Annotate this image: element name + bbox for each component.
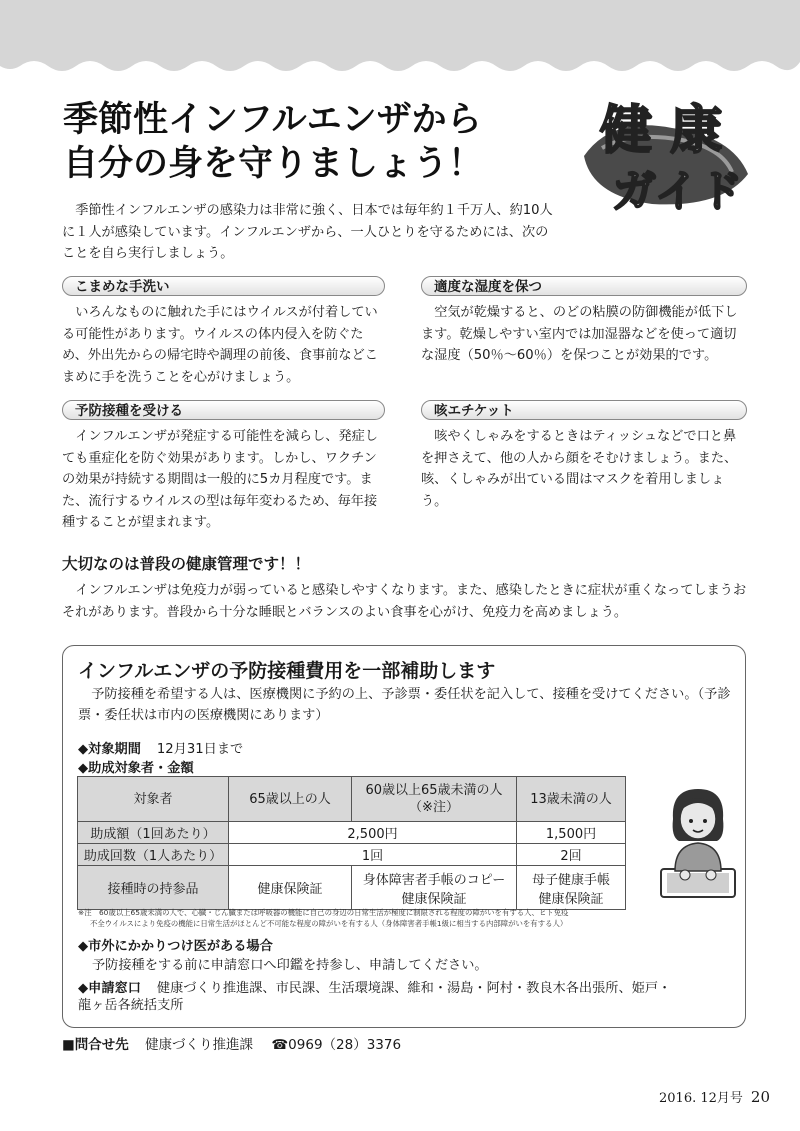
contact-dept: 健康づくり推進課 (145, 1037, 254, 1053)
text-cough-etiquette: 咳やくしゃみをするときはティッシュなどで口と鼻を押さえて、他の人から顔をそむけましょう。また、咳、くしゃみが出ている間はマスクを着用しましょう。 (421, 429, 738, 509)
heading-handwashing: こまめな手洗い (62, 276, 385, 296)
cell-items-65: 健康保険証 (229, 866, 352, 910)
contact-line (62, 1033, 401, 1053)
heading-humidity: 適度な湿度を保つ (421, 276, 747, 296)
title-line-2: 自分の身を守りましょう！ (63, 144, 484, 184)
logo-line-2: ガイド (612, 166, 743, 216)
period-value: 12月31日まで (156, 742, 244, 757)
outside-text: 予防接種をする前に申請窓口へ印鑑を持参し、申請してください。 (92, 958, 488, 973)
window-text-2: 龍ヶ岳各統括支所 (78, 998, 184, 1013)
window-text-1: 健康づくり推進課、市民課、生活環境課、維和・湯島・阿村・教良木各出張所、姫戸・ (156, 981, 672, 996)
subsidy-title: インフルエンザの予防接種費用を一部補助します (78, 660, 496, 682)
table-row (78, 822, 626, 844)
daily-care-text: インフルエンザは免疫力が弱っていると感染しやすくなります。また、感染したときに症状が重くなってしまうおそれがあります。普段から十分な睡眠とバランスのよい食事を心がけ、免疫力を高めましょう。 (62, 583, 747, 620)
text-vaccination: インフルエンザが発症する可能性を減らし、発症しても重症化を防ぐ効果があります。しかし、ワクチンの効果が持続する期間は一般的に5カ月程度です。また、流行するウイルスの型は毎年変わるため、毎年接種することが望まれます。 (62, 429, 378, 530)
th-60-65-main: 60歳以上65歳未満の人 (365, 783, 503, 798)
cell-items-60-a: 身体障害者手帳のコピー (362, 872, 506, 888)
footnote-line-1: ※注 60歳以上65歳未満の人で、心臓・じん臓または呼吸器の機能に自己の身辺の日常生活が極度に制限される程度の障がいを有する人、ヒト免疫 (78, 908, 569, 917)
text-humidity: 空気が乾燥すると、のどの粘膜の防御機能が低下します。乾燥しやすい室内では加湿器などを使って適切な湿度（50％～60％）を保つことが効果的です。 (421, 305, 738, 363)
th-under-13: 13歳未満の人 (517, 777, 626, 822)
cell-count-child: 2回 (517, 844, 626, 866)
page-title (63, 98, 563, 186)
heading-vaccination: 予防接種を受ける (62, 400, 385, 420)
cell-items-13-b: 健康保険証 (538, 891, 604, 907)
page-number: 20 (750, 1088, 770, 1106)
footnote-line-2: 不全ウイルスにより免疫の機能に日常生活がほとんど不可能な程度の障がいを有する人（身体障害者手帳1級に相当する内部障がいを有する人） (90, 919, 568, 928)
page-footer (659, 1087, 770, 1106)
cell-items-60-b: 健康保険証 (401, 891, 467, 907)
th-60-65-note: （※注） (409, 800, 459, 815)
cell-count-adult: 1回 (229, 844, 517, 866)
heading-cough-etiquette: 咳エチケット (421, 400, 747, 420)
subsidy-intro: 予防接種を希望する人は、医療機関に予約の上、予診票・委任状を記入して、接種を受けてください。（予診票・委任状は市内の医療機関にあります） (78, 687, 731, 723)
table-row (78, 866, 626, 910)
text-handwashing: いろんなものに触れた手にはウイルスが付着している可能性があります。ウイルスの体内侵入を防ぐため、外出先からの帰宅時や調理の前後、食事前などこまめに手を洗うことを心がけましょう。 (62, 305, 378, 385)
header-wave-band (0, 0, 800, 78)
cell-amount-adult: 2,500円 (229, 822, 517, 844)
table-row (78, 844, 626, 866)
lead-paragraph: 季節性インフルエンザの感染力は非常に強く、日本では毎年約１千万人、約10人に１人が感染しています。インフルエンザから、一人ひとりを守るためには、次のことを自ら実行しましょう。 (62, 203, 553, 261)
child-illustration (655, 783, 741, 903)
row-label: 助成回数（1人あたり） (78, 844, 229, 866)
cell-amount-child: 1,500円 (517, 822, 626, 844)
health-guide-logo (572, 86, 754, 216)
window-bullet (78, 977, 671, 996)
period-label: ◆対象期間 (78, 742, 141, 757)
subsidy-table (77, 776, 626, 910)
daily-care-title: 大切なのは普段の健康管理です！！ (62, 555, 311, 573)
th-target: 対象者 (78, 777, 229, 822)
outside-label: ◆市外にかかりつけ医がある場合 (78, 939, 273, 954)
issue-label: 2016. 12月号 (659, 1091, 743, 1106)
cell-items-13-a: 母子健康手帳 (531, 872, 610, 888)
logo-line-1: 健 康 (600, 101, 723, 161)
contact-phone: ☎0969（28）3376 (271, 1037, 402, 1053)
th-65-plus: 65歳以上の人 (229, 777, 352, 822)
th-60-65 (352, 777, 517, 822)
title-line-1: 季節性インフルエンザから (63, 100, 482, 140)
window-label: ◆申請窓口 (78, 981, 141, 996)
cell-items-13 (517, 866, 626, 910)
period-bullet (78, 738, 243, 757)
row-label: 助成額（1回あたり） (78, 822, 229, 844)
contact-label: ■問合せ先 (62, 1037, 129, 1053)
row-label: 接種時の持参品 (78, 866, 229, 910)
target-label: ◆助成対象者・金額 (78, 761, 194, 776)
table-footnote (78, 907, 658, 929)
cell-items-60 (352, 866, 517, 910)
